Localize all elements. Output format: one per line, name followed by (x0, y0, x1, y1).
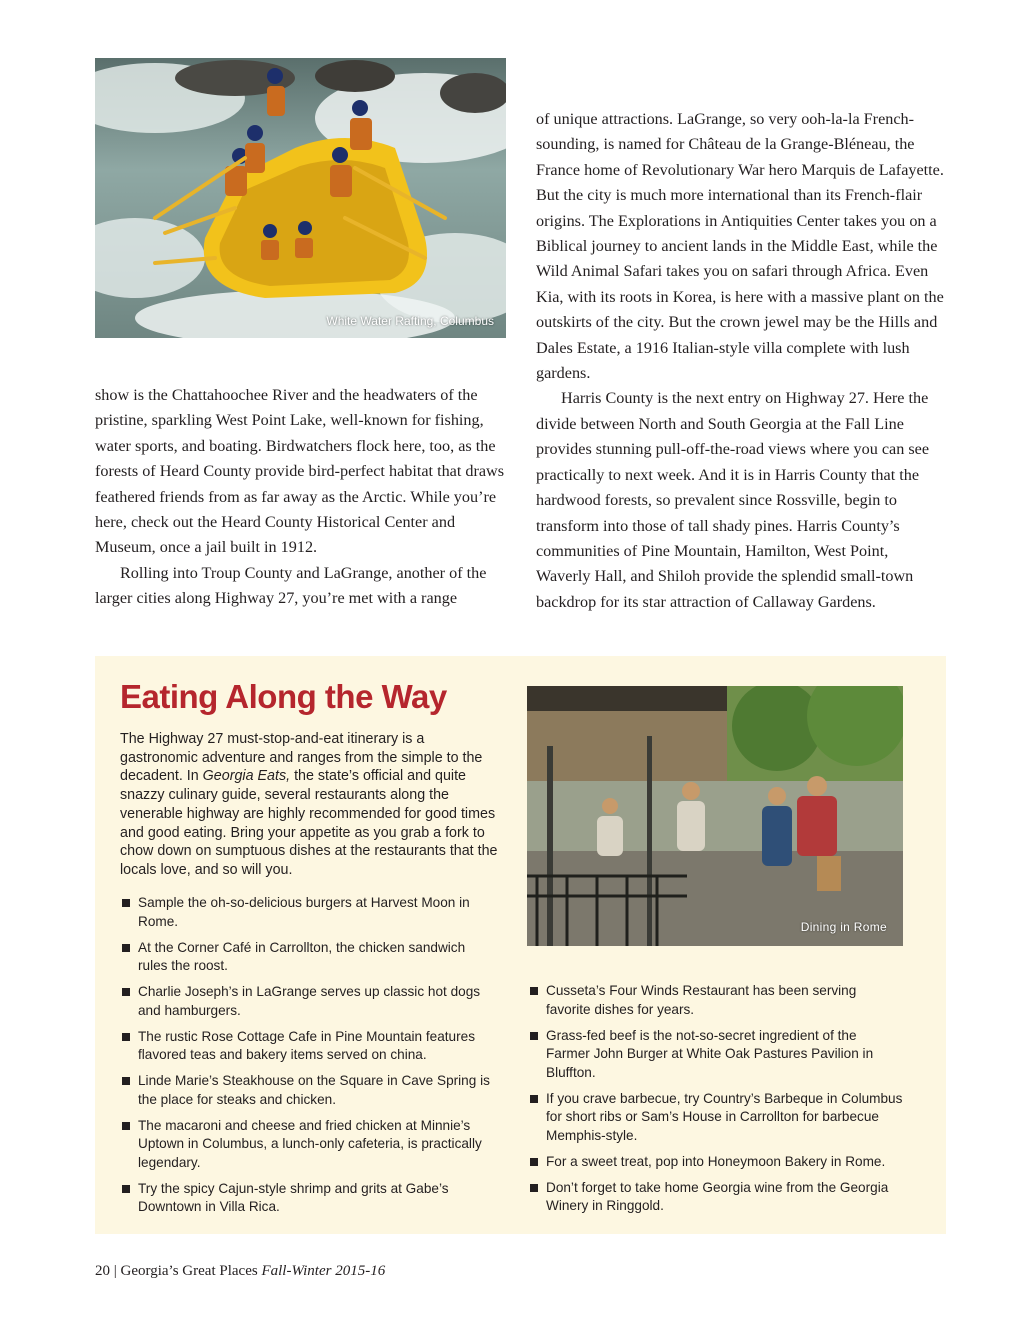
bullet-square-icon (122, 944, 130, 952)
bullet-square-icon (122, 899, 130, 907)
bullet-square-icon (530, 1184, 538, 1192)
bullet-square-icon (122, 1185, 130, 1193)
list-item (120, 1180, 490, 1217)
left-paragraph-2: Rolling into Troup County and LaGrange, another of the larger cities along Highway 27, you’re met with a range (95, 563, 487, 608)
bullet-square-icon (530, 1032, 538, 1040)
dining-photo (527, 686, 903, 946)
list-item (528, 1090, 903, 1146)
list-item (120, 1072, 490, 1109)
bullet-square-icon (530, 987, 538, 995)
list-item-text: Don’t forget to take home Georgia wine from the Georgia Winery in Ringgold. (546, 1179, 889, 1213)
list-item (528, 982, 903, 1019)
restaurant-list-right (528, 982, 903, 1223)
list-item-text: Try the spicy Cajun-style shrimp and grits at Gabe’s Downtown in Villa Rica. (138, 1180, 449, 1214)
list-item (120, 983, 490, 1020)
list-item-text: Linde Marie’s Steakhouse on the Square in Cave Spring is the place for steaks and chicken. (138, 1073, 490, 1107)
right-paragraph-2: Harris County is the next entry on Highway 27. Here the divide between North and South Georgia at the Fall Line provides stunning pull-off-the-road views where you can see practically to next week. And it is in Harris County that the hardwood forests, so prevalent since Rossville, begin to transform into those of tall shady pines. Harris County’s communities of Pine Mountain, Hamilton, West Point, Waverly Hall, and Shiloh provide the splendid small-town backdrop for its star attraction of Callaway Gardens. (536, 389, 930, 611)
list-item (528, 1027, 903, 1083)
bullet-square-icon (122, 1077, 130, 1085)
left-paragraph-1: show is the Chattahoochee River and the headwaters of the pristine, sparkling West Point Lake, well-known for fishing, water sports, and boating. Birdwatchers flock here, too, as the forests of Heard County provide bird-perfect habitat that draws feathered friends from as far away as the Arctic. While you’re here, check out the Heard County Historical Center and Museum, once a jail built in 1912. (95, 386, 505, 557)
dining-photo-caption: Dining in Rome (800, 920, 887, 934)
intro-text-1: The Highway 27 must-stop-and-eat itinerary is a gastronomic adventure and ranges from the simple to the decadent. In (120, 731, 483, 785)
list-item-text: The rustic Rose Cottage Cafe in Pine Mountain features flavored teas and bakery items served on china. (138, 1028, 476, 1062)
sidebar-title: Eating Along the Way (120, 678, 447, 715)
list-item-text: The macaroni and cheese and fried chicken at Minnie’s Uptown in Columbus, a lunch-only cafeteria, is practically legendary. (138, 1117, 482, 1170)
publication-name: Georgia’s Great Places (120, 1263, 258, 1279)
footer-separator: | (113, 1263, 117, 1279)
right-paragraph-1: of unique attractions. LaGrange, so very ooh-la-la French-sounding, is named for Château de la Grange-Bléneau, the France home of Revolutionary War hero Marquis de Lafayette. But the city is much more international than its French-flair origins. The Explorations in Antiquities Center takes you on a Biblical journey to ancient lands in the Middle East, while the Wild Animal Safari takes you on safari through Africa. Even Kia, with its roots in Korea, is here with a massive plant on the outskirts of the city. But the crown jewel may be the Hills and Dales Estate, a 1916 Italian-style villa complete with lush gardens. (536, 110, 944, 383)
list-item-text: Sample the oh-so-delicious burgers at Harvest Moon in Rome. (138, 895, 470, 929)
list-item (528, 1153, 903, 1172)
sidebar-intro (120, 730, 500, 880)
list-item (120, 894, 490, 931)
list-item-text: For a sweet treat, pop into Honeymoon Bakery in Rome. (546, 1153, 886, 1169)
page-footer (95, 1263, 385, 1280)
bullet-square-icon (122, 988, 130, 996)
list-item-text: At the Corner Café in Carrollton, the chicken sandwich rules the roost. (138, 939, 466, 973)
list-item-text: Charlie Joseph’s in LaGrange serves up classic hot dogs and hamburgers. (138, 984, 481, 1018)
restaurant-list-left (120, 894, 490, 1224)
right-column (536, 107, 946, 615)
list-item-text: Grass-fed beef is the not-so-secret ingredient of the Farmer John Burger at White Oak Pastures Pavilion in Bluffton. (546, 1027, 874, 1080)
dining-photo-art (527, 686, 903, 946)
list-item (528, 1179, 903, 1216)
list-item-text: If you crave barbecue, try Country’s Barbeque in Columbus for short ribs or Sam’s House in Carrollton for barbecue Memphis-style. (546, 1090, 903, 1143)
intro-text-2: the state’s official and quite snazzy culinary guide, several restaurants along the venerable highway are highly recommended for good times and good eating. Bring your appetite as you grab a fork to chow down on sumptuous dishes at the restaurants that the locals love, and so will you. (120, 768, 498, 878)
bullet-square-icon (122, 1122, 130, 1130)
rafting-photo-caption: White Water Rafting, Columbus (326, 314, 494, 328)
bullet-square-icon (530, 1158, 538, 1166)
page-number: 20 (95, 1263, 110, 1279)
rafting-photo-art (95, 58, 506, 338)
bullet-square-icon (122, 1033, 130, 1041)
issue-name: Fall-Winter 2015-16 (261, 1263, 386, 1279)
left-column (95, 383, 505, 612)
list-item (120, 939, 490, 976)
bullet-square-icon (530, 1095, 538, 1103)
list-item (120, 1117, 490, 1173)
list-item-text: Cusseta’s Four Winds Restaurant has been serving favorite dishes for years. (546, 983, 857, 1017)
intro-guide-name: Georgia Eats, (202, 768, 291, 785)
rafting-photo (95, 58, 506, 338)
list-item (120, 1028, 490, 1065)
